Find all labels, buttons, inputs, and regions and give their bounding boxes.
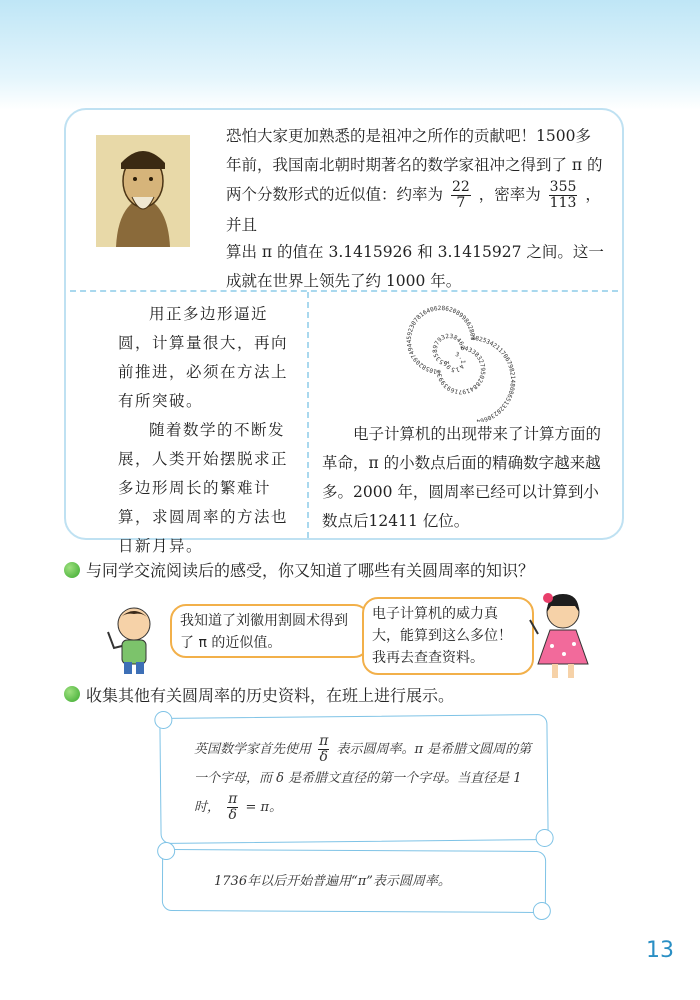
fraction-pi-over-delta [318,734,329,765]
scroll-curl-icon [533,902,551,920]
history-note-2-text: 1736年以后开始普遍用“π”表示圆周率。 [214,874,451,889]
green-bullet-icon [64,686,80,702]
intro-text: 两个分数形式的近似值：约率为 [226,185,444,204]
scroll-curl-icon [157,842,175,860]
fraction-numerator: π [228,791,238,807]
fraction-denominator: δ [228,807,237,823]
fraction-yuelv [451,180,471,211]
history-note-1-text [194,734,534,823]
boy-speech-bubble: 我知道了刘徽用割圆术得到了 π 的近似值。 [170,604,370,658]
fraction-milv [549,180,578,211]
polygon-paragraph-2: 随着数学的不断发展，人类开始摆脱求正多边形周长的繁难计算，求圆周率的方法也日新月异。 [118,421,289,555]
boy-illustration [104,602,164,676]
note-text: 英国数学家首先使用 [194,742,312,757]
question-1: 与同学交流阅读后的感受，你又知道了哪些有关圆周率的知识？ [86,561,535,580]
fraction-denominator: 113 [549,195,577,211]
pi-digits: 3.14159265358979323846264338327950288419716939937510582097494459230781640628620899862803482534211706798214808651328230664 [405,304,517,422]
fraction-numerator: π [319,733,329,749]
fraction-denominator: 7 [456,195,466,211]
header-band [0,0,700,110]
zu-chongzhi-portrait [96,135,190,247]
page-number: 13 [646,938,674,963]
note-text: 表示圆周率。π 是希腊文圆周的第一个字母，而 δ 是希腊文直径的第一个字母。当直径是 1 时， [194,742,532,815]
polygon-paragraph-1: 用正多边形逼近圆，计算量很大，再向前推进，必须在方法上有所突破。 [118,305,289,410]
note-text: = π。 [245,800,283,815]
fraction-pi-over-delta [227,792,238,823]
intro-line-1: 恐怕大家更加熟悉的是祖冲之所作的贡献吧！1500多年前，我国南北朝时期著名的数学家祖冲之得到了 π 的 [226,127,603,174]
scroll-curl-icon [536,829,554,847]
girl-speech-bubble: 电子计算机的威力真大，能算到这么多位！我再去查查资料。 [362,597,534,675]
pi-digit-spiral [390,302,520,422]
intro-text: ，并且 [226,185,601,234]
polygon-text [118,300,288,561]
intro-line-2 [226,180,606,240]
fraction-denominator: δ [319,749,328,765]
fraction-numerator: 22 [451,179,470,195]
girl-illustration [528,590,598,682]
green-bullet-icon [64,562,80,578]
svg-text:3.1415926535897932384626433832 [406,305,516,422]
fraction-numerator: 355 [549,179,577,195]
scroll-curl-icon [154,711,172,729]
computer-text: 电子计算机的出现带来了计算方面的革命，π 的小数点后面的精确数字越来越多。2000 年，圆周率已经可以计算到小数点后12411 亿位。 [322,425,602,530]
intro-text: ，密率为 [478,185,541,204]
intro-line-3: 算出 π 的值在 3.1415926 和 3.1415927 之间。这一成就在世界上领先了约 1000 年。 [226,243,604,290]
divider-vertical [307,292,309,538]
question-2: 收集其他有关圆周率的历史资料，在班上进行展示。 [86,686,455,705]
